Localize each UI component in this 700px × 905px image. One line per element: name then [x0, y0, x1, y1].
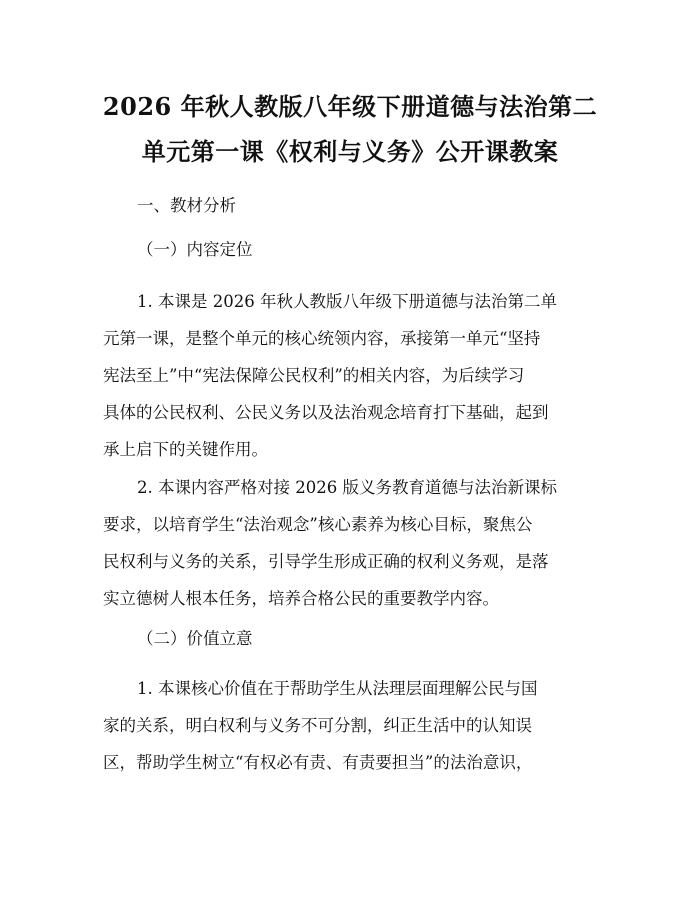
paragraph-line: 元第一课，是整个单元的核心统领内容，承接第一单元“坚持 — [103, 329, 541, 348]
paragraph-line: 要求，以培育学生“法治观念”核心素养为核心目标，聚焦公 — [103, 515, 533, 534]
paragraph-line: 承上启下的关键作用。 — [103, 440, 268, 459]
subsection-1 — [103, 231, 601, 268]
paragraph-line: 民权利与义务的关系，引导学生形成正确的权利义务观，是落 — [103, 552, 549, 571]
subsection-heading-value-orientation: （二）价值立意 — [137, 629, 253, 648]
paragraph-line: 具体的公民权利、公民义务以及法治观念培育打下基础，起到 — [103, 403, 549, 422]
subsection-heading-content-position: （一）内容定位 — [137, 240, 253, 259]
section-heading-textbook-analysis: 一、教材分析 — [137, 196, 236, 215]
paragraph-line: 1. 本课核心价值在于帮助学生从法理层面理解公民与国 — [137, 679, 538, 698]
document-title-line-2: 单元第一课《权利与义务》公开课教案 — [141, 137, 559, 166]
paragraph-line: 家的关系，明白权利与义务不可分割，纠正生活中的认知误 — [103, 716, 532, 735]
paragraph-1-1 — [103, 283, 601, 468]
subsection-2 — [103, 620, 601, 657]
paragraph-line: 1. 本课是 2026 年秋人教版八年级下册道德与法治第二单 — [137, 292, 557, 311]
section-1 — [103, 187, 601, 224]
paragraph-2-1 — [103, 670, 601, 781]
paragraph-line: 2. 本课内容严格对接 2026 版义务教育道德与法治新课标 — [137, 478, 557, 497]
paragraph-line: 宪法至上”中“宪法保障公民权利”的相关内容，为后续学习 — [103, 366, 525, 385]
paragraph-line: 区，帮助学生树立“有权必有责、有责要担当”的法治意识， — [103, 753, 533, 772]
document-title-line-1: 2026 年秋人教版八年级下册道德与法治第二 — [102, 92, 598, 121]
paragraph-1-2 — [103, 469, 601, 617]
paragraph-line: 实立德树人根本任务，培养合格公民的重要教学内容。 — [103, 589, 499, 608]
